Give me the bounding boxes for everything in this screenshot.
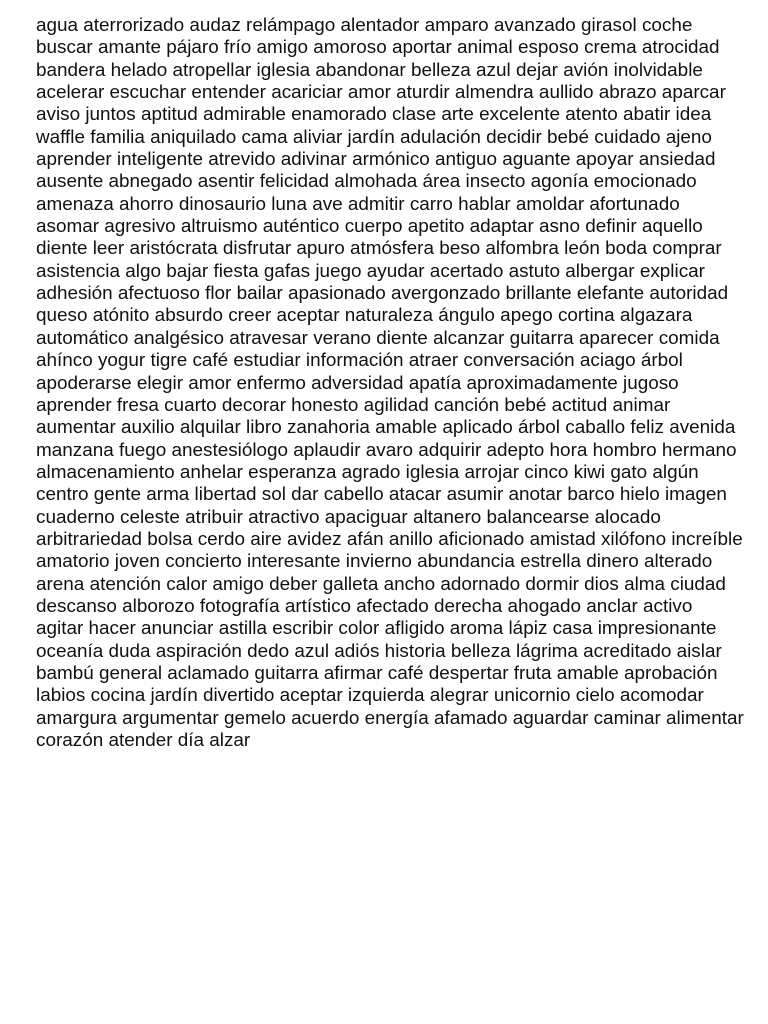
text-line: arena atención calor amigo deber galleta ancho adornado dormir dios alma ciudad <box>36 573 726 595</box>
text-line: aviso juntos aptitud admirable enamorado clase arte excelente atento abatir idea <box>36 104 712 126</box>
text-line: aprender fresa cuarto decorar honesto agilidad canción bebé actitud animar <box>36 394 671 416</box>
text-line: adhesión afectuoso flor bailar apasionado avergonzado brillante elefante autoridad <box>36 283 729 305</box>
text-line: amargura argumentar gemelo acuerdo energía afamado aguardar caminar alimentar <box>36 707 744 729</box>
text-line: acelerar escuchar entender acariciar amor aturdir almendra aullido abrazo aparcar <box>36 82 726 104</box>
text-line: waffle familia aniquilado cama aliviar jardín adulación decidir bebé cuidado ajeno <box>36 126 712 148</box>
text-line: amatorio joven concierto interesante invierno abundancia estrella dinero alterado <box>36 551 713 573</box>
text-line: agitar hacer anunciar astilla escribir color afligido aroma lápiz casa impresionante <box>36 618 717 640</box>
text-line: almacenamiento anhelar esperanza agrado iglesia arrojar cinco kiwi gato algún <box>36 461 699 483</box>
text-line: labios cocina jardín divertido aceptar izquierda alegrar unicornio cielo acomodar <box>36 685 704 707</box>
text-line: bandera helado atropellar iglesia abandonar belleza azul dejar avión inolvidable <box>36 59 703 81</box>
text-line: arbitrariedad bolsa cerdo aire avidez afán anillo aficionado amistad xilófono increíble <box>36 528 743 550</box>
text-line: automático analgésico atravesar verano diente alcanzar guitarra aparecer comida <box>36 327 720 349</box>
text-line: bambú general aclamado guitarra afirmar café despertar fruta amable aprobación <box>36 662 718 684</box>
text-line: centro gente arma libertad sol dar cabello atacar asumir anotar barco hielo imagen <box>36 484 727 506</box>
text-line: ahínco yogur tigre café estudiar información atraer conversación aciago árbol <box>36 350 683 372</box>
text-line: descanso alborozo fotografía artístico afectado derecha ahogado anclar activo <box>36 595 693 617</box>
text-line: aumentar auxilio alquilar libro zanahoria amable aplicado árbol caballo feliz avenida <box>36 417 736 439</box>
text-line: cuaderno celeste atribuir atractivo apaciguar altanero balancearse alocado <box>36 506 661 528</box>
text-line: agua aterrorizado audaz relámpago alentador amparo avanzado girasol coche <box>36 15 693 36</box>
word-list-text <box>36 15 768 752</box>
text-line: amenaza ahorro dinosaurio luna ave admitir carro hablar amoldar afortunado <box>36 193 680 215</box>
text-line: diente leer aristócrata disfrutar apuro atmósfera beso alfombra león boda comprar <box>36 238 722 260</box>
text-line: apoderarse elegir amor enfermo adversidad apatía aproximadamente jugoso <box>36 372 679 394</box>
text-line: asistencia algo bajar fiesta gafas juego ayudar acertado astuto albergar explicar <box>36 260 705 282</box>
text-line: asomar agresivo altruismo auténtico cuerpo apetito adaptar asno definir aquello <box>36 216 703 238</box>
text-line: corazón atender día alzar <box>36 730 251 751</box>
text-line: manzana fuego anestesiólogo aplaudir avaro adquirir adepto hora hombro hermano <box>36 439 737 461</box>
text-line: queso atónito absurdo creer aceptar naturaleza ángulo apego cortina algazara <box>36 305 693 327</box>
text-line: buscar amante pájaro frío amigo amoroso aportar animal esposo crema atrocidad <box>36 37 720 59</box>
text-line: oceanía duda aspiración dedo azul adiós historia belleza lágrima acreditado aislar <box>36 640 722 662</box>
text-line: ausente abnegado asentir felicidad almohada área insecto agonía emocionado <box>36 171 697 193</box>
text-line: aprender inteligente atrevido adivinar armónico antiguo aguante apoyar ansiedad <box>36 149 716 171</box>
